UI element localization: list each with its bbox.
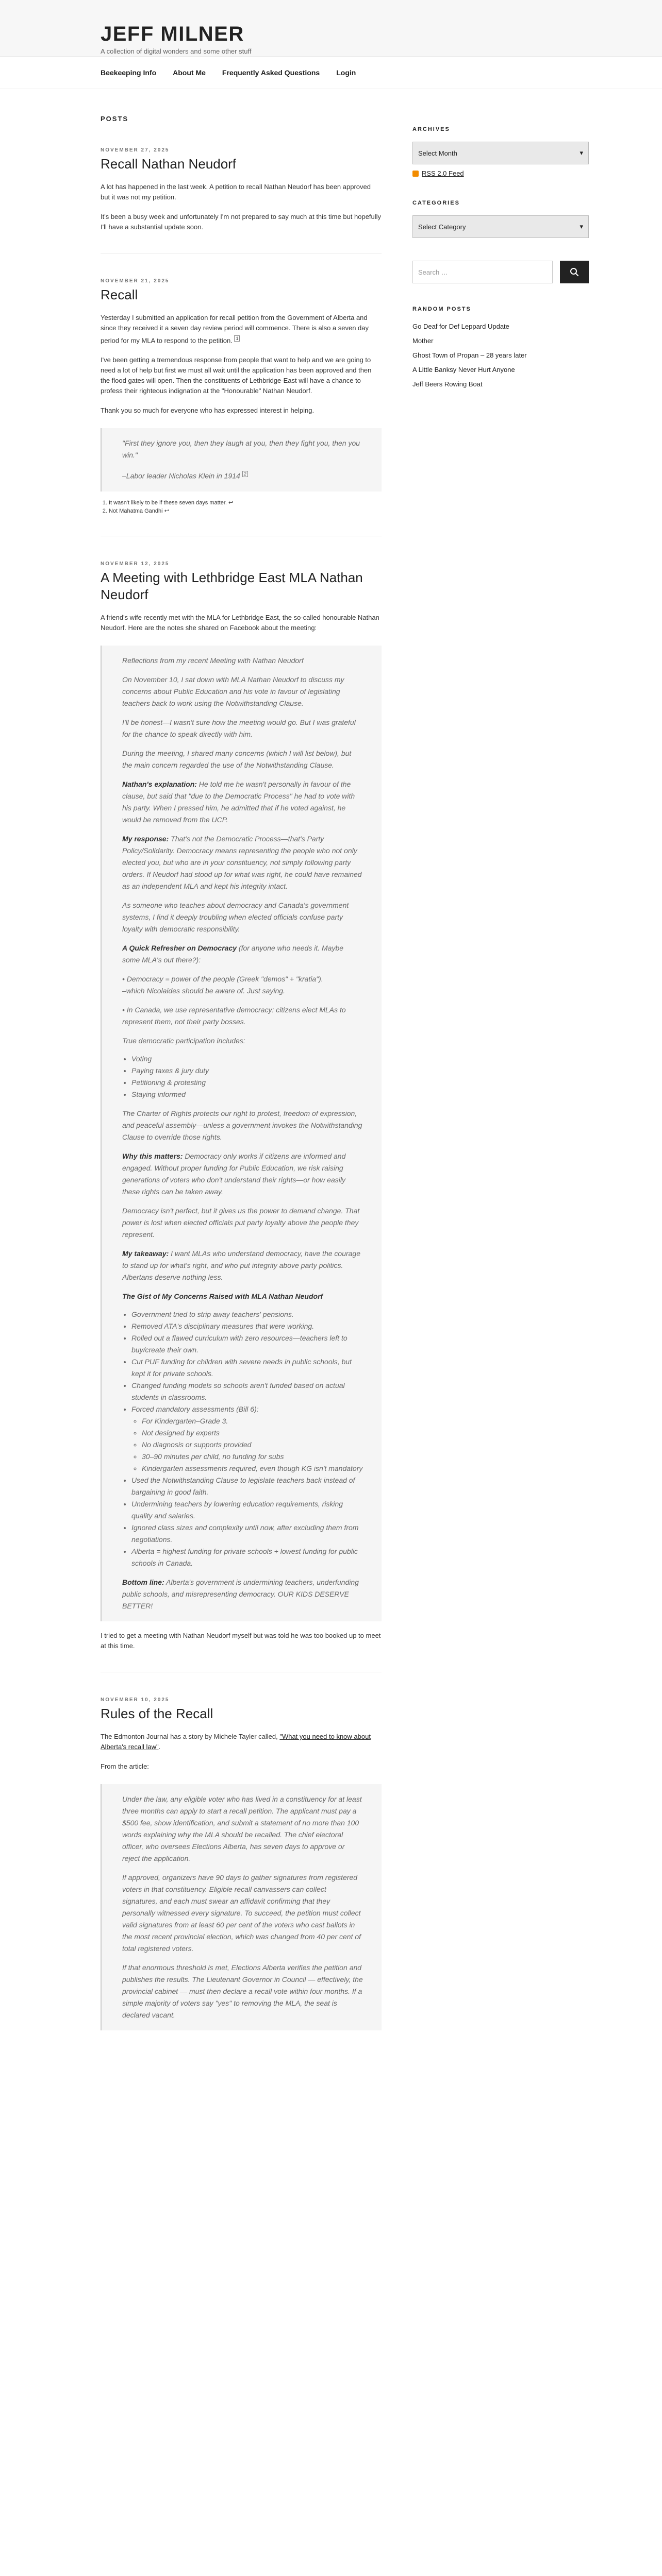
quote-paragraph: A Quick Refresher on Democracy (for anyone who needs it. Maybe some MLA's out there?): bbox=[122, 943, 344, 964]
random-post-link[interactable]: Mother bbox=[412, 337, 434, 345]
list-item: • Removed ATA's disciplinary measures that were working. bbox=[131, 1320, 363, 1332]
rss-label: RSS 2.0 Feed bbox=[422, 170, 464, 177]
footnotes bbox=[101, 499, 382, 515]
site-title[interactable]: JEFF MILNER bbox=[101, 23, 244, 45]
post-paragraph: From the article: bbox=[101, 1762, 149, 1770]
main-navigation bbox=[0, 57, 662, 89]
blockquote bbox=[101, 646, 382, 1621]
list-item: • Paying taxes & jury duty bbox=[131, 1065, 363, 1077]
widget-title: ARCHIVES bbox=[412, 126, 450, 132]
post-paragraph: The Edmonton Journal has a story by Michele Tayler called, "What you need to know about Alberta's recall law". bbox=[101, 1732, 371, 1751]
list-item: • Rolled out a flawed curriculum with zero resources—teachers left to buy/create their own. bbox=[131, 1332, 363, 1356]
post-title[interactable]: A Meeting with Lethbridge East MLA Nathan Neudorf bbox=[101, 569, 363, 602]
post-title[interactable]: Recall Nathan Neudorf bbox=[101, 156, 237, 172]
quote-list bbox=[122, 1053, 363, 1100]
quote-paragraph: Bottom line: Alberta's government is undermining teachers, underfunding public schools, and misrepresenting democracy. OUR KIDS DESERVE BETTER! bbox=[122, 1578, 359, 1610]
categories-select[interactable] bbox=[412, 215, 589, 238]
post-meeting bbox=[101, 561, 382, 1651]
quote-paragraph: The Charter of Rights protects our right to protest, freedom of expression, and peaceful assembly—unless a government invokes the Notwithstanding Clause to override those rights. bbox=[122, 1109, 362, 1141]
select-value: Select Month bbox=[418, 149, 457, 157]
list-item: • Voting bbox=[131, 1053, 363, 1065]
posts-heading: POSTS bbox=[101, 115, 129, 123]
sidebar bbox=[412, 126, 589, 412]
nav-item-faq[interactable]: Frequently Asked Questions bbox=[222, 69, 320, 77]
list-item: • Petitioning & protesting bbox=[131, 1077, 363, 1089]
chevron-down-icon: ▾ bbox=[580, 149, 583, 157]
post-paragraph: A lot has happened in the last week. A petition to recall Nathan Neudorf has been approved but it was not my petition. bbox=[101, 183, 371, 201]
sub-list bbox=[131, 1415, 363, 1475]
list-item: ◦ Kindergarten assessments required, even though KG isn't mandatory bbox=[142, 1463, 363, 1475]
blockquote bbox=[101, 428, 382, 492]
list-item: • Alberta = highest funding for private schools + lowest funding for public schools in Canada. bbox=[131, 1546, 363, 1569]
blockquote bbox=[101, 1784, 382, 2030]
quote-paragraph: Why this matters: Democracy only works if citizens are informed and engaged. Without proper funding for Public Education, we risk raising generations of voters who don't understand their rights—or how easily these rights can be taken away. bbox=[122, 1151, 346, 1196]
quote-paragraph: On November 10, I sat down with MLA Nathan Neudorf to discuss my concerns about Public Education and his vote in favour of legislating teachers back to work using the Notwithstanding Clause. bbox=[122, 675, 344, 707]
quote-paragraph: Nathan's explanation: He told me he wasn't personally in favour of the clause, but said that "due to the Democratic Process" he had to vote with his party. When I pressed him, he admitted that if he voted against, he would be removed from the UCP. bbox=[122, 779, 355, 824]
rss-icon bbox=[412, 171, 419, 177]
random-post-link[interactable]: Ghost Town of Propan – 28 years later bbox=[412, 351, 527, 359]
list-item: ◦ For Kindergarten–Grade 3. bbox=[142, 1415, 363, 1427]
quote-text: "First they ignore you, then they laugh at you, then they fight you, then you win." bbox=[122, 439, 360, 460]
random-posts-widget bbox=[412, 306, 589, 389]
site-description: A collection of digital wonders and some other stuff bbox=[101, 47, 252, 55]
quote-paragraph: Under the law, any eligible voter who has lived in a constituency for at least three months can apply to start a recall petition. The applicant must pay a $500 fee, show identification, and submit a statement of no more than 100 words explaining why the MLA should be recalled. The chief electoral officer, who oversees Elections Alberta, has seven days to approve or reject the application. bbox=[122, 1794, 362, 1862]
list-item: • Used the Notwithstanding Clause to legislate teachers back instead of bargaining in good faith. bbox=[131, 1475, 363, 1498]
post-date[interactable]: NOVEMBER 12, 2025 bbox=[101, 561, 170, 567]
list-item: • Undermining teachers by lowering education requirements, risking quality and salaries. bbox=[131, 1498, 363, 1522]
quote-attribution: –Labor leader Nicholas Klein in 1914 $^2$ bbox=[122, 468, 363, 482]
footnote-ref[interactable]: 2 bbox=[242, 471, 248, 477]
footnote: 2. Not Mahatma Gandhi ↩ bbox=[109, 507, 382, 515]
widget-title: RANDOM POSTS bbox=[412, 306, 471, 312]
post-paragraph: Yesterday I submitted an application for recall petition from the Government of Alberta and since they received it a seven day review period will commence. There is also a seven day period for my MLA to respond to the petition. $^1$ bbox=[101, 314, 369, 345]
select-value: Select Category bbox=[418, 223, 466, 231]
nav-item-beekeeping[interactable]: Beekeeping Info bbox=[101, 69, 157, 77]
nav-item-about[interactable]: About Me bbox=[173, 69, 206, 77]
rss-link[interactable] bbox=[412, 170, 589, 177]
content-area bbox=[101, 89, 382, 2030]
post-recall bbox=[101, 278, 382, 515]
quote-paragraph: • Democracy = power of the people (Greek "demos" + "kratia"). –which Nicolaides should be aware of. Just saying. bbox=[122, 974, 323, 995]
post-date[interactable]: NOVEMBER 27, 2025 bbox=[101, 147, 170, 153]
quote-paragraph: If approved, organizers have 90 days to gather signatures from registered voters in that constituency. Eligible recall canvassers can collect signatures, and each must swear an affidavit confirming that they personally witnessed every signature. To succeed, the petition must collect valid signatures from at least 60 per cent of the voters who cast ballots in the most recent provincial election, which was changed from 40 per cent of total registered voters. bbox=[122, 1873, 361, 1953]
footnote: 1. It wasn't likely to be if these seven days matter. ↩ bbox=[109, 499, 382, 507]
list-item: • Staying informed bbox=[131, 1089, 363, 1100]
widget-title: CATEGORIES bbox=[412, 200, 460, 206]
search-input[interactable]: Search … bbox=[412, 261, 553, 283]
list-item: ◦ No diagnosis or supports provided bbox=[142, 1439, 363, 1451]
post-recall-nathan bbox=[101, 147, 382, 232]
post-rules-recall bbox=[101, 1697, 382, 2030]
archives-select[interactable] bbox=[412, 142, 589, 164]
footnote-ref[interactable]: 1 bbox=[234, 335, 240, 342]
categories-widget bbox=[412, 200, 589, 238]
random-post-link[interactable]: Go Deaf for Def Leppard Update bbox=[412, 323, 509, 330]
post-date[interactable]: NOVEMBER 21, 2025 bbox=[101, 278, 170, 284]
post-paragraph: I've been getting a tremendous response from people that want to help and we are going to need a lot of help but first we must all wait until the application has been approved and then the flood gates will open. Then the constituents of Lethbridge-East will have a chance to profess their righteous indignation at the "Honourable" Nathan Neudorf. bbox=[101, 356, 372, 395]
quote-paragraph: My takeaway: I want MLAs who understand democracy, have the courage to stand up for what's right, and who put integrity above party politics. Albertans deserve nothing less. bbox=[122, 1249, 361, 1281]
concerns-list bbox=[122, 1309, 363, 1569]
list-item: ◦ Not designed by experts bbox=[142, 1427, 363, 1439]
archives-widget bbox=[412, 126, 589, 177]
post-paragraph: It's been a busy week and unfortunately I'm not prepared to say much at this time but hopefully I'll have a substantial update soon. bbox=[101, 213, 382, 231]
list-item: • Cut PUF funding for children with severe needs in public schools, but kept it for private schools. bbox=[131, 1356, 363, 1380]
quote-paragraph: As someone who teaches about democracy and Canada's government systems, I find it deeply troubling when elected officials confuse party loyalty with democratic responsibility. bbox=[122, 901, 349, 933]
quote-paragraph: Democracy isn't perfect, but it gives us the power to demand change. That power is lost when elected officials put party loyalty above the people they represent. bbox=[122, 1206, 360, 1239]
quote-paragraph: The Gist of My Concerns Raised with MLA Nathan Neudorf bbox=[122, 1292, 323, 1300]
search-widget bbox=[412, 261, 589, 283]
list-item: • Changed funding models so schools aren't funded based on actual students in classrooms. bbox=[131, 1380, 363, 1403]
post-date[interactable]: NOVEMBER 10, 2025 bbox=[101, 1697, 170, 1703]
quote-paragraph: I'll be honest—I wasn't sure how the meeting would go. But I was grateful for the chance to speak directly with him. bbox=[122, 718, 356, 738]
quote-paragraph: True democratic participation includes: bbox=[122, 1036, 245, 1045]
post-title[interactable]: Rules of the Recall bbox=[101, 1705, 213, 1721]
search-icon bbox=[570, 267, 579, 277]
post-title[interactable]: Recall bbox=[101, 287, 138, 302]
search-button[interactable] bbox=[560, 261, 589, 283]
list-item: • Forced mandatory assessments (Bill 6): ◦ For Kindergarten–Grade 3. ◦ Not designed by experts ◦ No diagnosis or supports provided ◦ 30–90 minutes per child, no funding for subs ◦ Kindergarten assessments required, even though KG isn't mandatory bbox=[131, 1403, 363, 1475]
nav-item-login[interactable]: Login bbox=[336, 69, 356, 77]
chevron-down-icon: ▾ bbox=[580, 223, 583, 230]
list-item: ◦ 30–90 minutes per child, no funding for subs bbox=[142, 1451, 363, 1463]
quote-paragraph: Reflections from my recent Meeting with Nathan Neudorf bbox=[122, 656, 304, 665]
list-item: • Ignored class sizes and complexity until now, after excluding them from negotiations. bbox=[131, 1522, 363, 1546]
post-paragraph: Thank you so much for everyone who has expressed interest in helping. bbox=[101, 406, 315, 415]
random-post-link[interactable]: Jeff Beers Rowing Boat bbox=[412, 380, 483, 388]
random-post-link[interactable]: A Little Banksy Never Hurt Anyone bbox=[412, 366, 515, 374]
list-item: • Government tried to strip away teachers' pensions. bbox=[131, 1309, 363, 1320]
site-header bbox=[0, 0, 662, 57]
article-link[interactable]: "What you need to know about Alberta's recall law" bbox=[101, 1732, 371, 1751]
post-paragraph: A friend's wife recently met with the MLA for Lethbridge East, the so-called honourable Nathan Neudorf. Here are the notes she shared on Facebook about the meeting: bbox=[101, 613, 379, 632]
quote-paragraph: • In Canada, we use representative democracy: citizens elect MLAs to represent them, not their party bosses. bbox=[122, 1005, 346, 1026]
quote-paragraph: My response: That's not the Democratic Process—that's Party Policy/Solidarity. Democracy means representing the people who not only elected you, but who are in your constituency, not simply following party orders. If Neudorf had stood up for what was right, he could have remained as an independent MLA and kept his integrity intact. bbox=[122, 834, 362, 890]
quote-paragraph: During the meeting, I shared many concerns (which I will list below), but the main concern regarded the use of the Notwithstanding Clause. bbox=[122, 749, 352, 769]
quote-paragraph: If that enormous threshold is met, Elections Alberta verifies the petition and publishes the results. The Lieutenant Governor in Council — effectively, the provincial cabinet — must then declare a recall vote within four months. If a simple majority of voters say "yes" to removing the MLA, the seat is declared vacant. bbox=[122, 1963, 363, 2019]
post-paragraph: I tried to get a meeting with Nathan Neudorf myself but was told he was too booked up to meet at this time. bbox=[101, 1631, 381, 1650]
